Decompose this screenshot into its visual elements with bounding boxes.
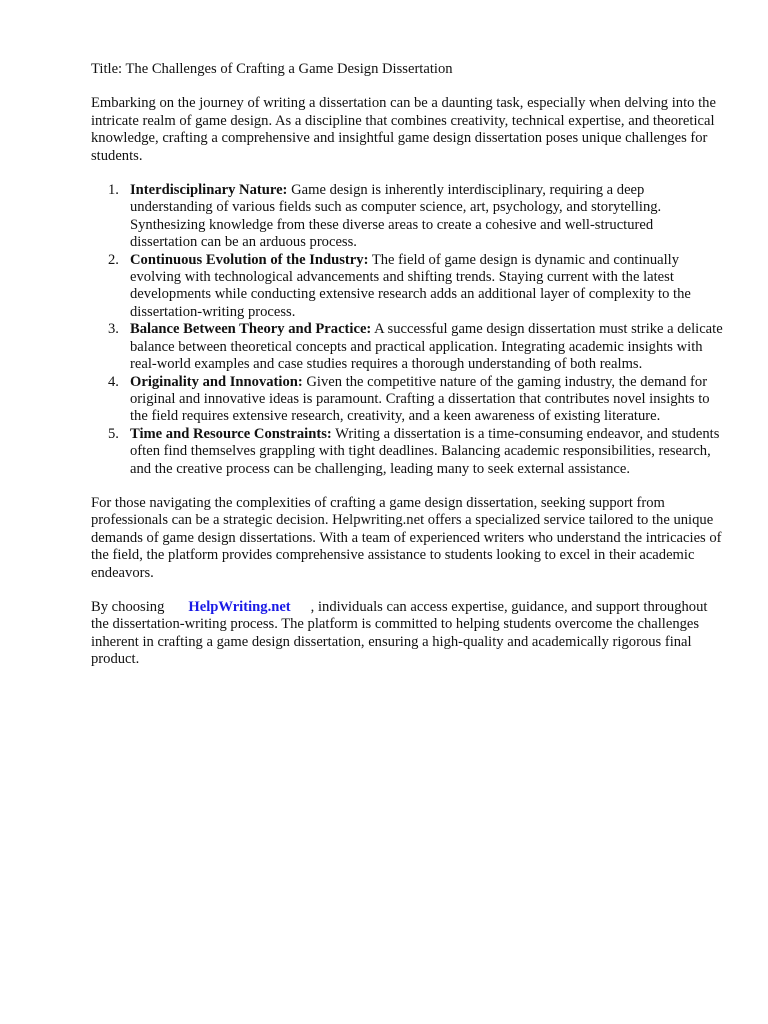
document-title: Title: The Challenges of Crafting a Game Design Dissertation [91,61,453,77]
intro-paragraph: Embarking on the journey of writing a dissertation can be a daunting task, especially when delving into the intricate realm of game design. As a discipline that combines creativity, technical expertise, and theoretical knowledge, crafting a comprehensive and insightful game design dissertation poses unique challenges for students. [91,95,716,164]
list-item-number: 4. [108,373,119,390]
list-item-heading: Originality and Innovation: [130,373,303,390]
list-item-text: A successful game design dissertation must strike a delicate balance between theoretical concepts and practical application. Integrating academic insights with real-world examples and case studies requires a thorough understanding of both realms. [130,321,723,373]
list-item [91,426,723,478]
closing-prefix: By choosing [91,598,165,615]
list-item-number: 1. [108,182,119,199]
list-item-text: Game design is inherently interdisciplinary, requiring a deep understanding of various fields such as computer science, art, psychology, and storytelling. Synthesizing knowledge from these diverse areas to create a cohesive and well-structured dissertation can be an arduous process. [130,182,662,251]
list-item [91,182,723,252]
list-item-heading: Balance Between Theory and Practice: [130,321,372,338]
closing-suffix: , individuals can access expertise, guidance, and support throughout the dissertation-writing process. The platform is committed to helping students overcome the challenges inherent in crafting a game design dissertation, ensuring a high-quality and academically rigorous final product. [91,598,708,668]
list-item [91,374,723,426]
closing-paragraph [91,599,723,669]
list-item-text: The field of game design is dynamic and continually evolving with technological advancements and shifting trends. Staying current with the latest developments while conducting extensive research adds an additional layer of complexity to the dissertation-writing process. [130,251,691,320]
list-item [91,252,723,322]
list-item-number: 2. [108,251,119,268]
list-item-text: Writing a dissertation is a time-consuming endeavor, and students often find themselves grappling with tight deadlines. Balancing academic responsibilities, research, and the creative process can be challenging, leading many to seek external assistance. [130,425,720,477]
list-item-heading: Time and Resource Constraints: [130,425,332,442]
support-paragraph: For those navigating the complexities of crafting a game design dissertation, seeking support from professionals can be a strategic decision. Helpwriting.net offers a specialized service tailored to the unique demands of game design dissertations. With a team of experienced writers who understand the intricacies of the field, the platform provides comprehensive assistance to students looking to excel in their academic endeavors. [91,494,722,581]
list-item [91,321,723,373]
helpwriting-link[interactable]: HelpWriting.net [188,598,291,615]
list-item-heading: Interdisciplinary Nature: [130,182,288,199]
document-page [91,61,723,686]
list-item-number: 3. [108,321,119,338]
list-item-text: Given the competitive nature of the gaming industry, the demand for original and innovative ideas is paramount. Crafting a dissertation that contributes novel insights to the field requires extensive research, creativity, and a keen awareness of existing literature. [130,373,710,425]
list-item-heading: Continuous Evolution of the Industry: [130,251,369,268]
challenges-list [91,182,723,478]
list-item-number: 5. [108,425,119,442]
